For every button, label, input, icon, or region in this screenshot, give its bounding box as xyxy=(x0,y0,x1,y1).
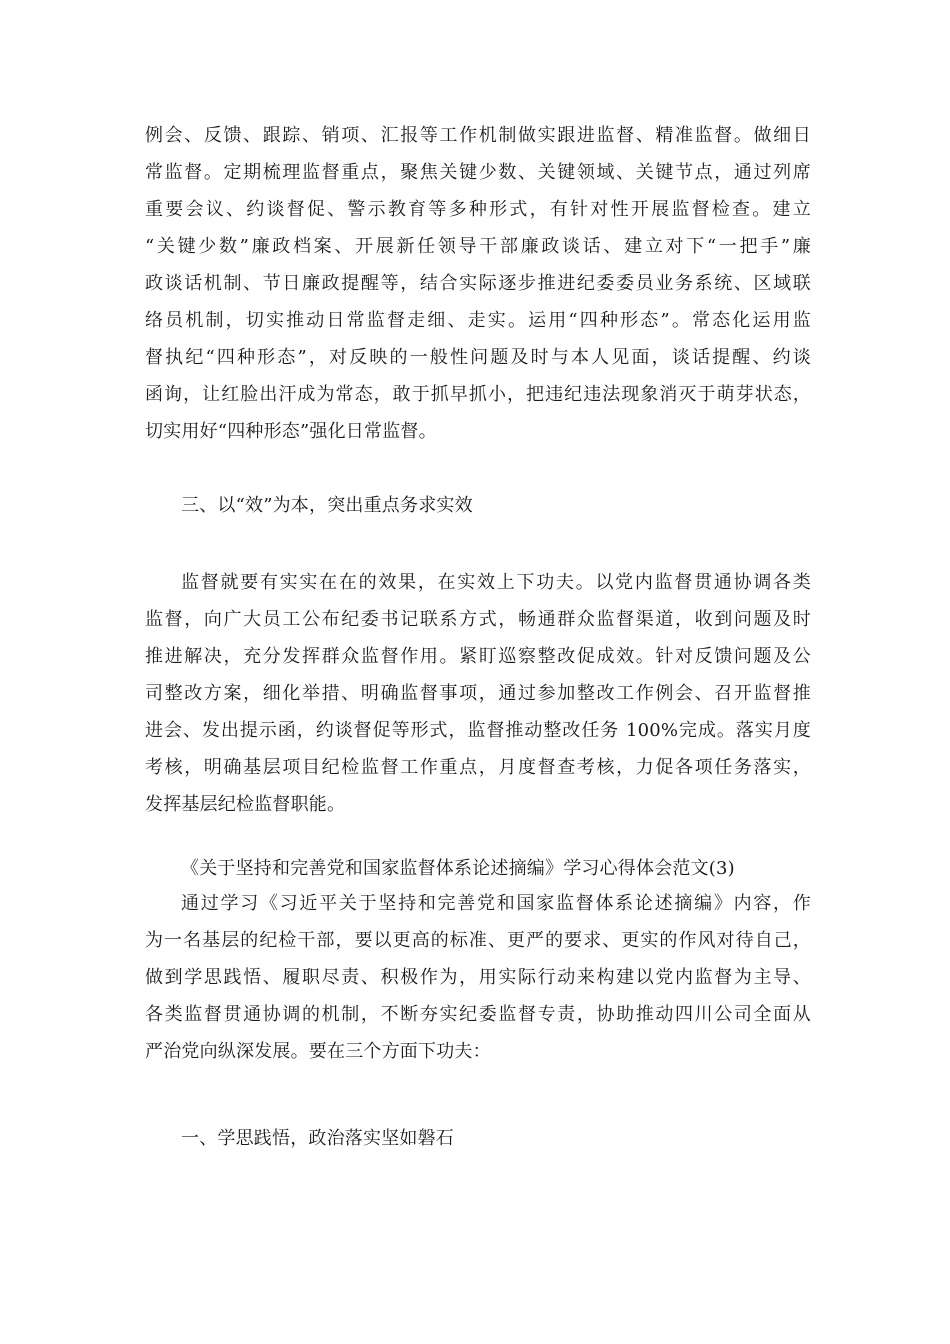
paragraph-line: 司整改方案，细化举措、明确监督事项，通过参加整改工作例会、召开监督推 xyxy=(145,683,811,704)
paragraph-line-first: 通过学习《习近平关于坚持和完善党和国家监督体系论述摘编》内容，作 xyxy=(181,893,811,914)
paragraph-line: 进会、发出提示函，约谈督促等形式，监督推动整改任务 100%完成。落实月度 xyxy=(145,720,811,741)
paragraph-line: 常监督。定期梳理监督重点，聚焦关键少数、关键领域、关键节点，通过列席 xyxy=(145,162,811,183)
paragraph-line-first: 监督就要有实实在在的效果，在实效上下功夫。以党内监督贯通协调各类 xyxy=(181,572,811,593)
paragraph-line: 为一名基层的纪检干部，要以更高的标准、更严的要求、更实的作风对待自己， xyxy=(145,930,811,951)
paragraph-line: 考核，明确基层项目纪检监督工作重点，月度督查考核，力促各项任务落实， xyxy=(145,757,811,778)
paragraph-line-last: 切实用好“四种形态”强化日常监督。 xyxy=(145,421,437,442)
paragraph-line: 函询，让红脸出汗成为常态，敢于抓早抓小，把违纪违法现象消灭于萌芽状态， xyxy=(145,384,811,405)
paragraph-line: 例会、反馈、跟踪、销项、汇报等工作机制做实跟进监督、精准监督。做细日 xyxy=(145,125,811,146)
essay-title xyxy=(145,850,811,887)
paragraph-line: 监督，向广大员工公布纪委书记联系方式，畅通群众监督渠道，收到问题及时 xyxy=(145,609,811,630)
heading-section-one xyxy=(145,1120,811,1157)
paragraph-line: 重要会议、约谈督促、警示教育等多种形式，有针对性开展监督检查。建立 xyxy=(145,199,811,220)
heading-section-three xyxy=(145,487,811,524)
paragraph-line: 做到学思践悟、履职尽责、积极作为，用实际行动来构建以党内监督为主导、 xyxy=(145,967,811,988)
paragraph-supervision-mechanism xyxy=(145,117,811,450)
paragraph-line: 督执纪“四种形态”，对反映的一般性问题及时与本人见面，谈话提醒、约谈 xyxy=(145,347,811,368)
paragraph-intro xyxy=(145,885,811,1070)
paragraph-line: 络员机制，切实推动日常监督走细、走实。运用“四种形态”。常态化运用监 xyxy=(145,310,811,331)
paragraph-effectiveness xyxy=(145,564,811,823)
paragraph-line: 推进解决，充分发挥群众监督作用。紧盯巡察整改促成效。针对反馈问题及公 xyxy=(145,646,811,667)
paragraph-line-last: 发挥基层纪检监督职能。 xyxy=(145,794,346,815)
heading-text: 三、以“效”为本，突出重点务求实效 xyxy=(181,495,473,516)
paragraph-line: “关键少数”廉政档案、开展新任领导干部廉政谈话、建立对下“一把手”廉 xyxy=(145,236,811,257)
paragraph-line: 政谈话机制、节日廉政提醒等，结合实际逐步推进纪委委员业务系统、区域联 xyxy=(145,273,811,294)
paragraph-line-last: 严治党向纵深发展。要在三个方面下功夫： xyxy=(145,1041,491,1062)
essay-title-text: 《关于坚持和完善党和国家监督体系论述摘编》学习心得体会范文(3) xyxy=(181,858,735,879)
paragraph-line: 各类监督贯通协调的机制，不断夯实纪委监督专责，协助推动四川公司全面从 xyxy=(145,1004,811,1025)
heading-text: 一、学思践悟，政治落实坚如磐石 xyxy=(181,1128,454,1149)
